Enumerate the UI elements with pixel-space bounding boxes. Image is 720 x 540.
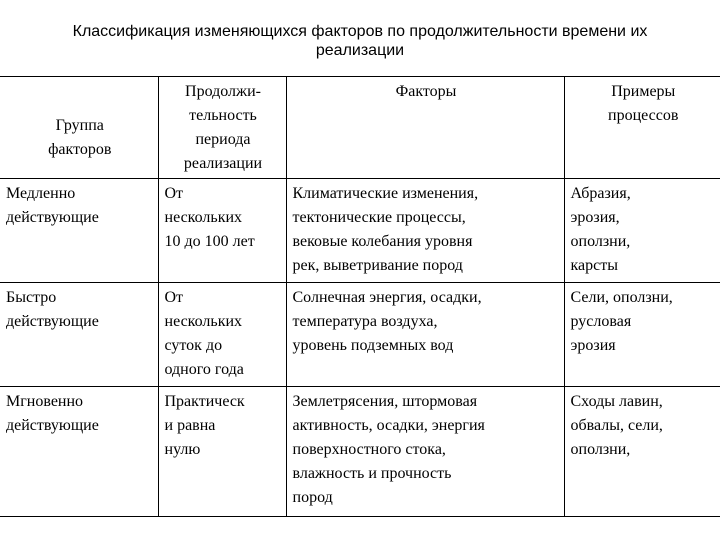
cell-factors [286, 179, 564, 283]
cell-line: и равна [164, 417, 216, 434]
cell-line: эрозия [570, 337, 616, 354]
cell-line: 10 до 100 лет [164, 233, 255, 250]
cell-duration [158, 387, 286, 517]
cell-line: Солнечная энергия, осадки, [292, 289, 482, 306]
cell-line: влажность и прочность [292, 465, 452, 482]
cell-factors [286, 283, 564, 387]
table-row-instant [0, 387, 720, 517]
header-line: тельность [189, 107, 257, 124]
cell-group [0, 387, 158, 517]
cell-line: действующие [6, 209, 99, 226]
factors-classification-table [0, 76, 720, 517]
cell-line: поверхностного стока, [292, 441, 446, 458]
cell-line: нулю [164, 441, 201, 458]
cell-line: температура воздуха, [292, 313, 438, 330]
table-row-fast [0, 283, 720, 387]
header-examples [564, 77, 720, 179]
cell-line: активность, осадки, энергия [292, 417, 485, 434]
cell-examples [564, 387, 720, 517]
cell-line: эрозия, [570, 209, 620, 226]
cell-line: карсты [570, 257, 618, 274]
cell-line: суток до [164, 337, 223, 354]
header-line: Примеры [611, 83, 676, 100]
cell-line: Практическ [164, 393, 245, 410]
header-line: Факторы [395, 83, 457, 100]
cell-line: тектонические процессы, [292, 209, 466, 226]
header-factor-group [0, 77, 158, 179]
cell-line: одного года [164, 361, 244, 378]
cell-examples [564, 179, 720, 283]
header-line: Продолжи- [185, 83, 261, 100]
cell-line: От [164, 185, 184, 202]
cell-group [0, 179, 158, 283]
cell-line: нескольких [164, 209, 243, 226]
header-line: процессов [608, 107, 679, 124]
cell-line: уровень подземных вод [292, 337, 454, 354]
cell-line: оползни, [570, 441, 631, 458]
cell-line: Абразия, [570, 185, 631, 202]
cell-line: Сходы лавин, [570, 393, 663, 410]
cell-line: действующие [6, 313, 99, 330]
cell-line: нескольких [164, 313, 243, 330]
cell-line: Землетрясения, штормовая [292, 393, 478, 410]
cell-line: Сели, оползни, [570, 289, 673, 306]
header-line: факторов [48, 140, 112, 158]
document-title [0, 22, 720, 60]
cell-group [0, 283, 158, 387]
header-line: реализации [183, 155, 263, 172]
cell-line: Быстро [6, 289, 57, 306]
table-header-row [0, 77, 720, 179]
cell-line: Мгновенно [6, 393, 84, 410]
cell-line: оползни, [570, 233, 631, 250]
header-line: Группа [55, 116, 104, 134]
cell-line: рек, выветривание пород [292, 257, 463, 274]
table-row-slow [0, 179, 720, 283]
cell-duration [158, 179, 286, 283]
cell-line: действующие [6, 417, 99, 434]
title-line-1: Классификация изменяющихся факторов по продолжительности времени их [72, 23, 648, 40]
cell-duration [158, 283, 286, 387]
cell-line: вековые колебания уровня [292, 233, 473, 250]
title-line-2: реализации [315, 42, 405, 59]
cell-line: Климатические изменения, [292, 185, 479, 202]
cell-line: обвалы, сели, [570, 417, 663, 434]
header-duration [158, 77, 286, 179]
cell-examples [564, 283, 720, 387]
cell-line: русловая [570, 313, 632, 330]
cell-line: От [164, 289, 184, 306]
cell-line: Медленно [6, 185, 76, 202]
header-line: периода [195, 131, 251, 148]
cell-line: пород [292, 489, 333, 506]
cell-factors [286, 387, 564, 517]
header-factors [286, 77, 564, 179]
